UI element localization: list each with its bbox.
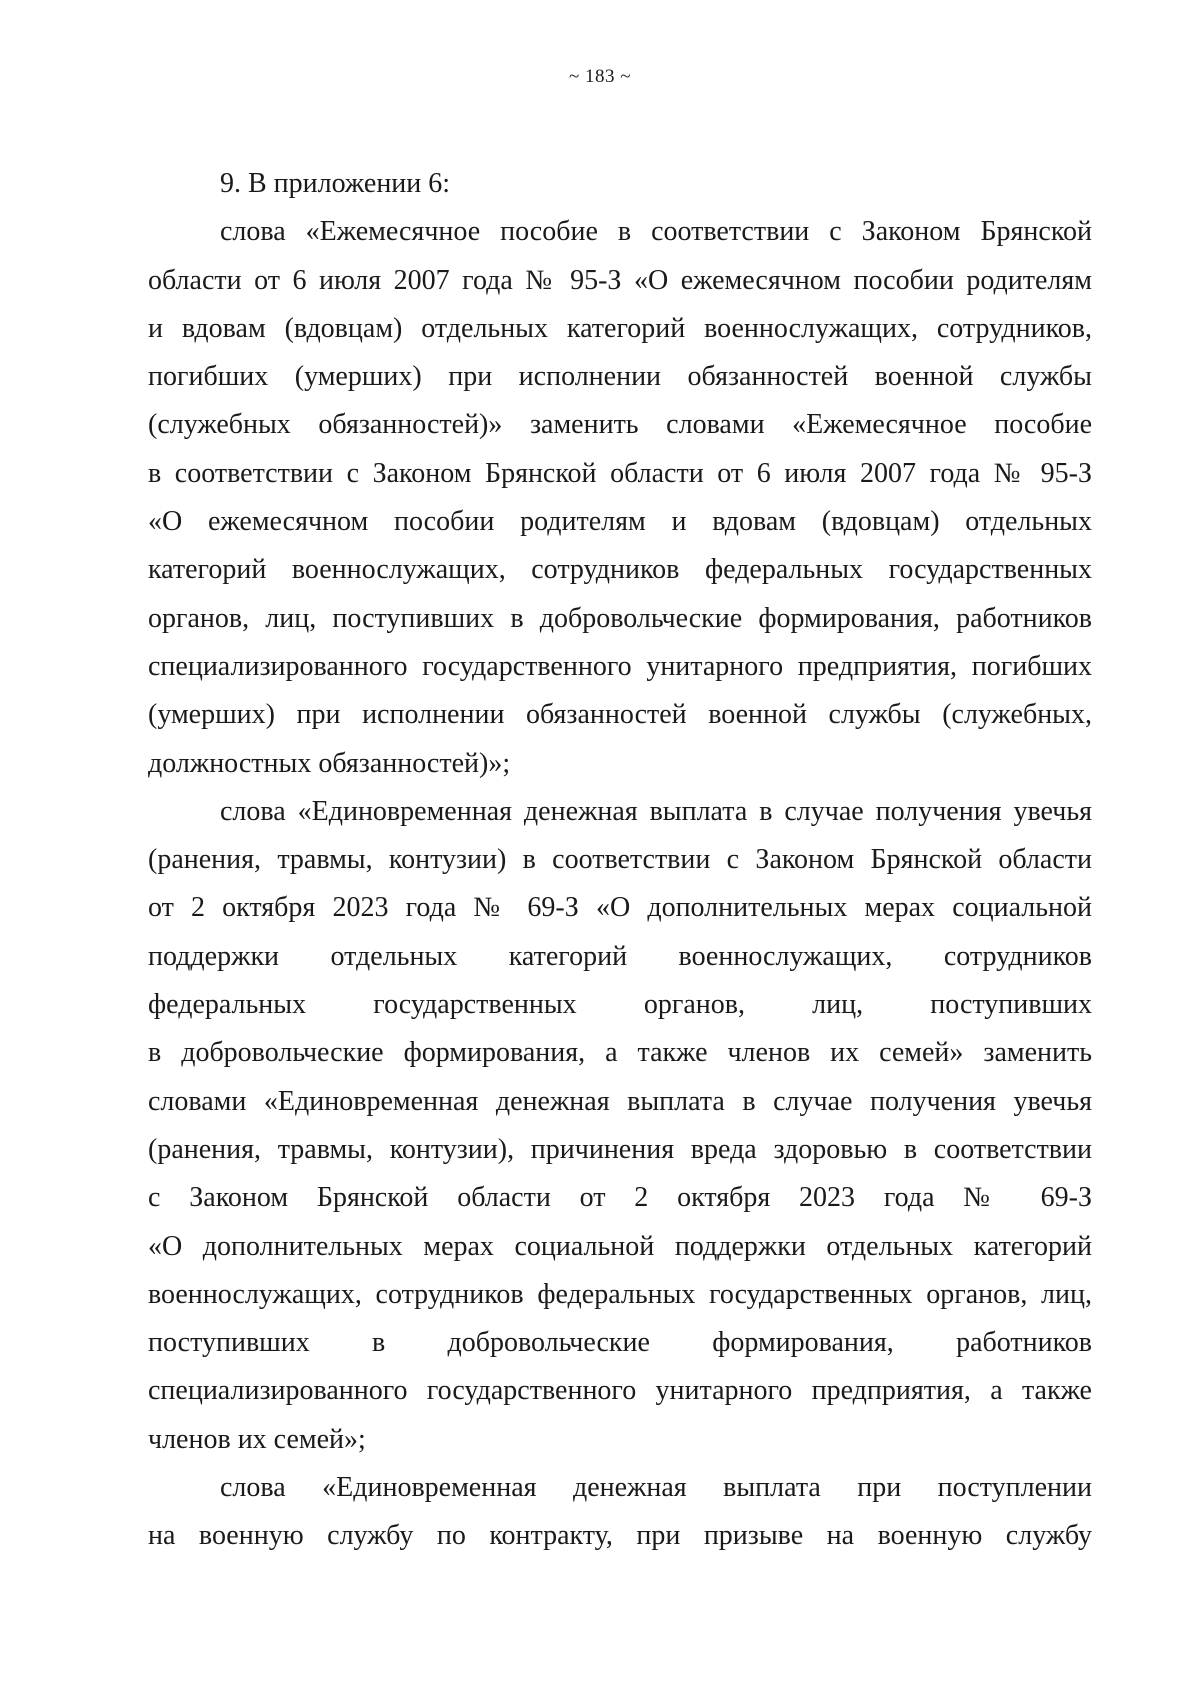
text-line: 9. В приложении 6: (220, 168, 451, 199)
text-line: специализированного государственного унитарного предприятия, а также (148, 1375, 1092, 1407)
text-line: органов, лиц, поступивших в добровольческие формирования, работников (148, 602, 1092, 634)
page-number: ~ 183 ~ (568, 66, 632, 87)
text-line: слова «Единовременная денежная выплата в случае получения увечья (220, 795, 1092, 827)
text-line: категорий военнослужащих, сотрудников федеральных государственных (148, 554, 1092, 586)
text-line: области от 6 июля 2007 года № 95-З «О ежемесячном пособии родителям (148, 264, 1092, 296)
text-line: федеральных государственных органов, лиц, поступивших (148, 989, 1092, 1021)
text-line: членов их семей»; (148, 1423, 366, 1455)
text-line: в добровольческие формирования, а также членов их семей» заменить (148, 1037, 1092, 1069)
text-line: военнослужащих, сотрудников федеральных государственных органов, лиц, (148, 1278, 1092, 1310)
text-line: поддержки отдельных категорий военнослужащих, сотрудников (148, 940, 1092, 972)
text-line: «О дополнительных мерах социальной поддержки отдельных категорий (148, 1230, 1092, 1262)
text-line: на военную службу по контракту, при призыве на военную службу (148, 1520, 1092, 1552)
text-line: слова «Ежемесячное пособие в соответствии с Законом Брянской (220, 216, 1092, 248)
document-body (148, 160, 1092, 1561)
text-line: «О ежемесячном пособии родителям и вдовам (вдовцам) отдельных (148, 506, 1092, 538)
text-line: (умерших) при исполнении обязанностей военной службы (служебных, (148, 699, 1092, 731)
text-line: и вдовам (вдовцам) отдельных категорий военнослужащих, сотрудников, (148, 312, 1092, 344)
text-line: (ранения, травмы, контузии), причинения вреда здоровью в соответствии (148, 1133, 1092, 1165)
text-line: (ранения, травмы, контузии) в соответствии с Законом Брянской области (148, 844, 1092, 876)
text-line: от 2 октября 2023 года № 69-З «О дополнительных мерах социальной (148, 892, 1092, 924)
text-line: слова «Единовременная денежная выплата при поступлении (220, 1472, 1092, 1504)
text-line: словами «Единовременная денежная выплата в случае получения увечья (148, 1085, 1092, 1117)
text-line: должностных обязанностей)»; (148, 747, 511, 779)
text-line: погибших (умерших) при исполнении обязанностей военной службы (148, 361, 1092, 393)
text-line: поступивших в добровольческие формирования, работников (148, 1327, 1092, 1359)
text-line: специализированного государственного унитарного предприятия, погибших (148, 650, 1092, 682)
text-line: (служебных обязанностей)» заменить словами «Ежемесячное пособие (148, 409, 1092, 441)
text-line: в соответствии с Законом Брянской области от 6 июля 2007 года № 95-З (148, 457, 1092, 489)
text-line: с Законом Брянской области от 2 октября 2023 года № 69-З (148, 1182, 1092, 1214)
